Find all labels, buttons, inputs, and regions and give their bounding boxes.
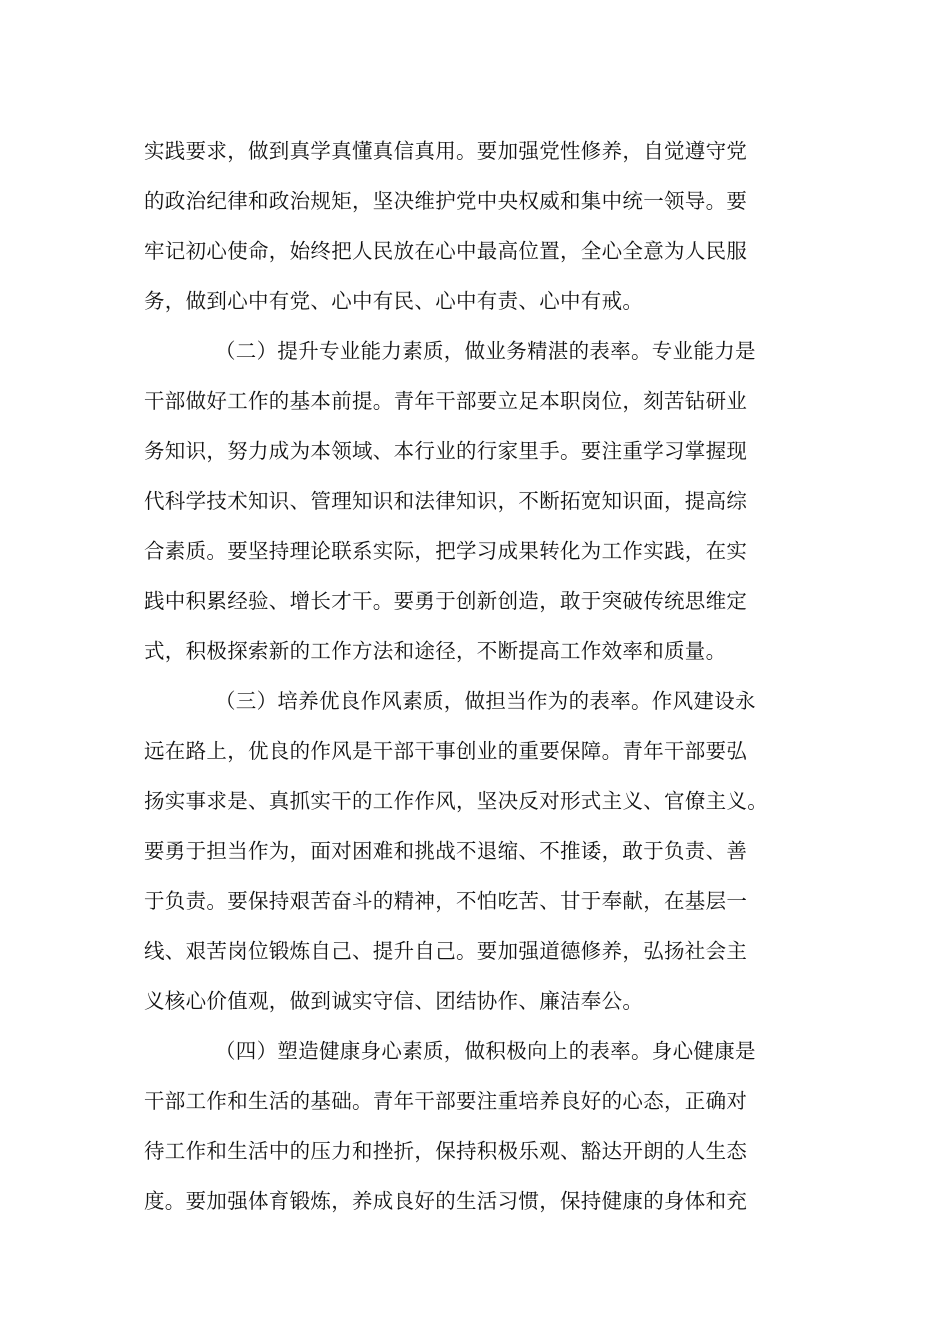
text-line: 务知识，努力成为本领域、本行业的行家里手。要注重学习掌握现	[144, 439, 748, 463]
section-heading-line: （四）塑造健康身心素质，做积极向上的表率。身心健康是	[215, 1039, 756, 1063]
text-line: 扬实事求是、真抓实干的工作作风，坚决反对形式主义、官僚主义。	[144, 789, 768, 813]
text-line: 远在路上，优良的作风是干部干事创业的重要保障。青年干部要弘	[144, 739, 748, 763]
text-line: 义核心价值观，做到诚实守信、团结协作、廉洁奉公。	[144, 989, 644, 1013]
text-line: 于负责。要保持艰苦奋斗的精神，不怕吃苦、甘于奉献，在基层一	[144, 889, 748, 913]
text-line: 干部做好工作的基本前提。青年干部要立足本职岗位，刻苦钻研业	[144, 389, 748, 413]
text-line: 要勇于担当作为，面对困难和挑战不退缩、不推诿，敢于负责、善	[144, 839, 748, 863]
text-line: 待工作和生活中的压力和挫折，保持积极乐观、豁达开朗的人生态	[144, 1139, 748, 1163]
text-line: 践中积累经验、增长才干。要勇于创新创造，敢于突破传统思维定	[144, 589, 748, 613]
text-line: 线、艰苦岗位锻炼自己、提升自己。要加强道德修养，弘扬社会主	[144, 939, 748, 963]
text-line: 的政治纪律和政治规矩，坚决维护党中央权威和集中统一领导。要	[144, 189, 748, 213]
text-line: 代科学技术知识、管理知识和法律知识，不断拓宽知识面，提高综	[144, 489, 748, 513]
section-heading-line: （二）提升专业能力素质，做业务精湛的表率。专业能力是	[215, 339, 756, 363]
text-line: 合素质。要坚持理论联系实际，把学习成果转化为工作实践，在实	[144, 539, 748, 563]
text-line: 度。要加强体育锻炼，养成良好的生活习惯，保持健康的身体和充	[144, 1189, 748, 1213]
text-line: 务，做到心中有党、心中有民、心中有责、心中有戒。	[144, 289, 644, 313]
text-line: 实践要求，做到真学真懂真信真用。要加强党性修养，自觉遵守党	[144, 139, 748, 163]
section-heading-line: （三）培养优良作风素质，做担当作为的表率。作风建设永	[215, 689, 756, 713]
text-line: 式，积极探索新的工作方法和途径，不断提高工作效率和质量。	[144, 639, 727, 663]
text-line: 干部工作和生活的基础。青年干部要注重培养良好的心态，正确对	[144, 1089, 748, 1113]
text-line: 牢记初心使命，始终把人民放在心中最高位置，全心全意为人民服	[144, 239, 748, 263]
